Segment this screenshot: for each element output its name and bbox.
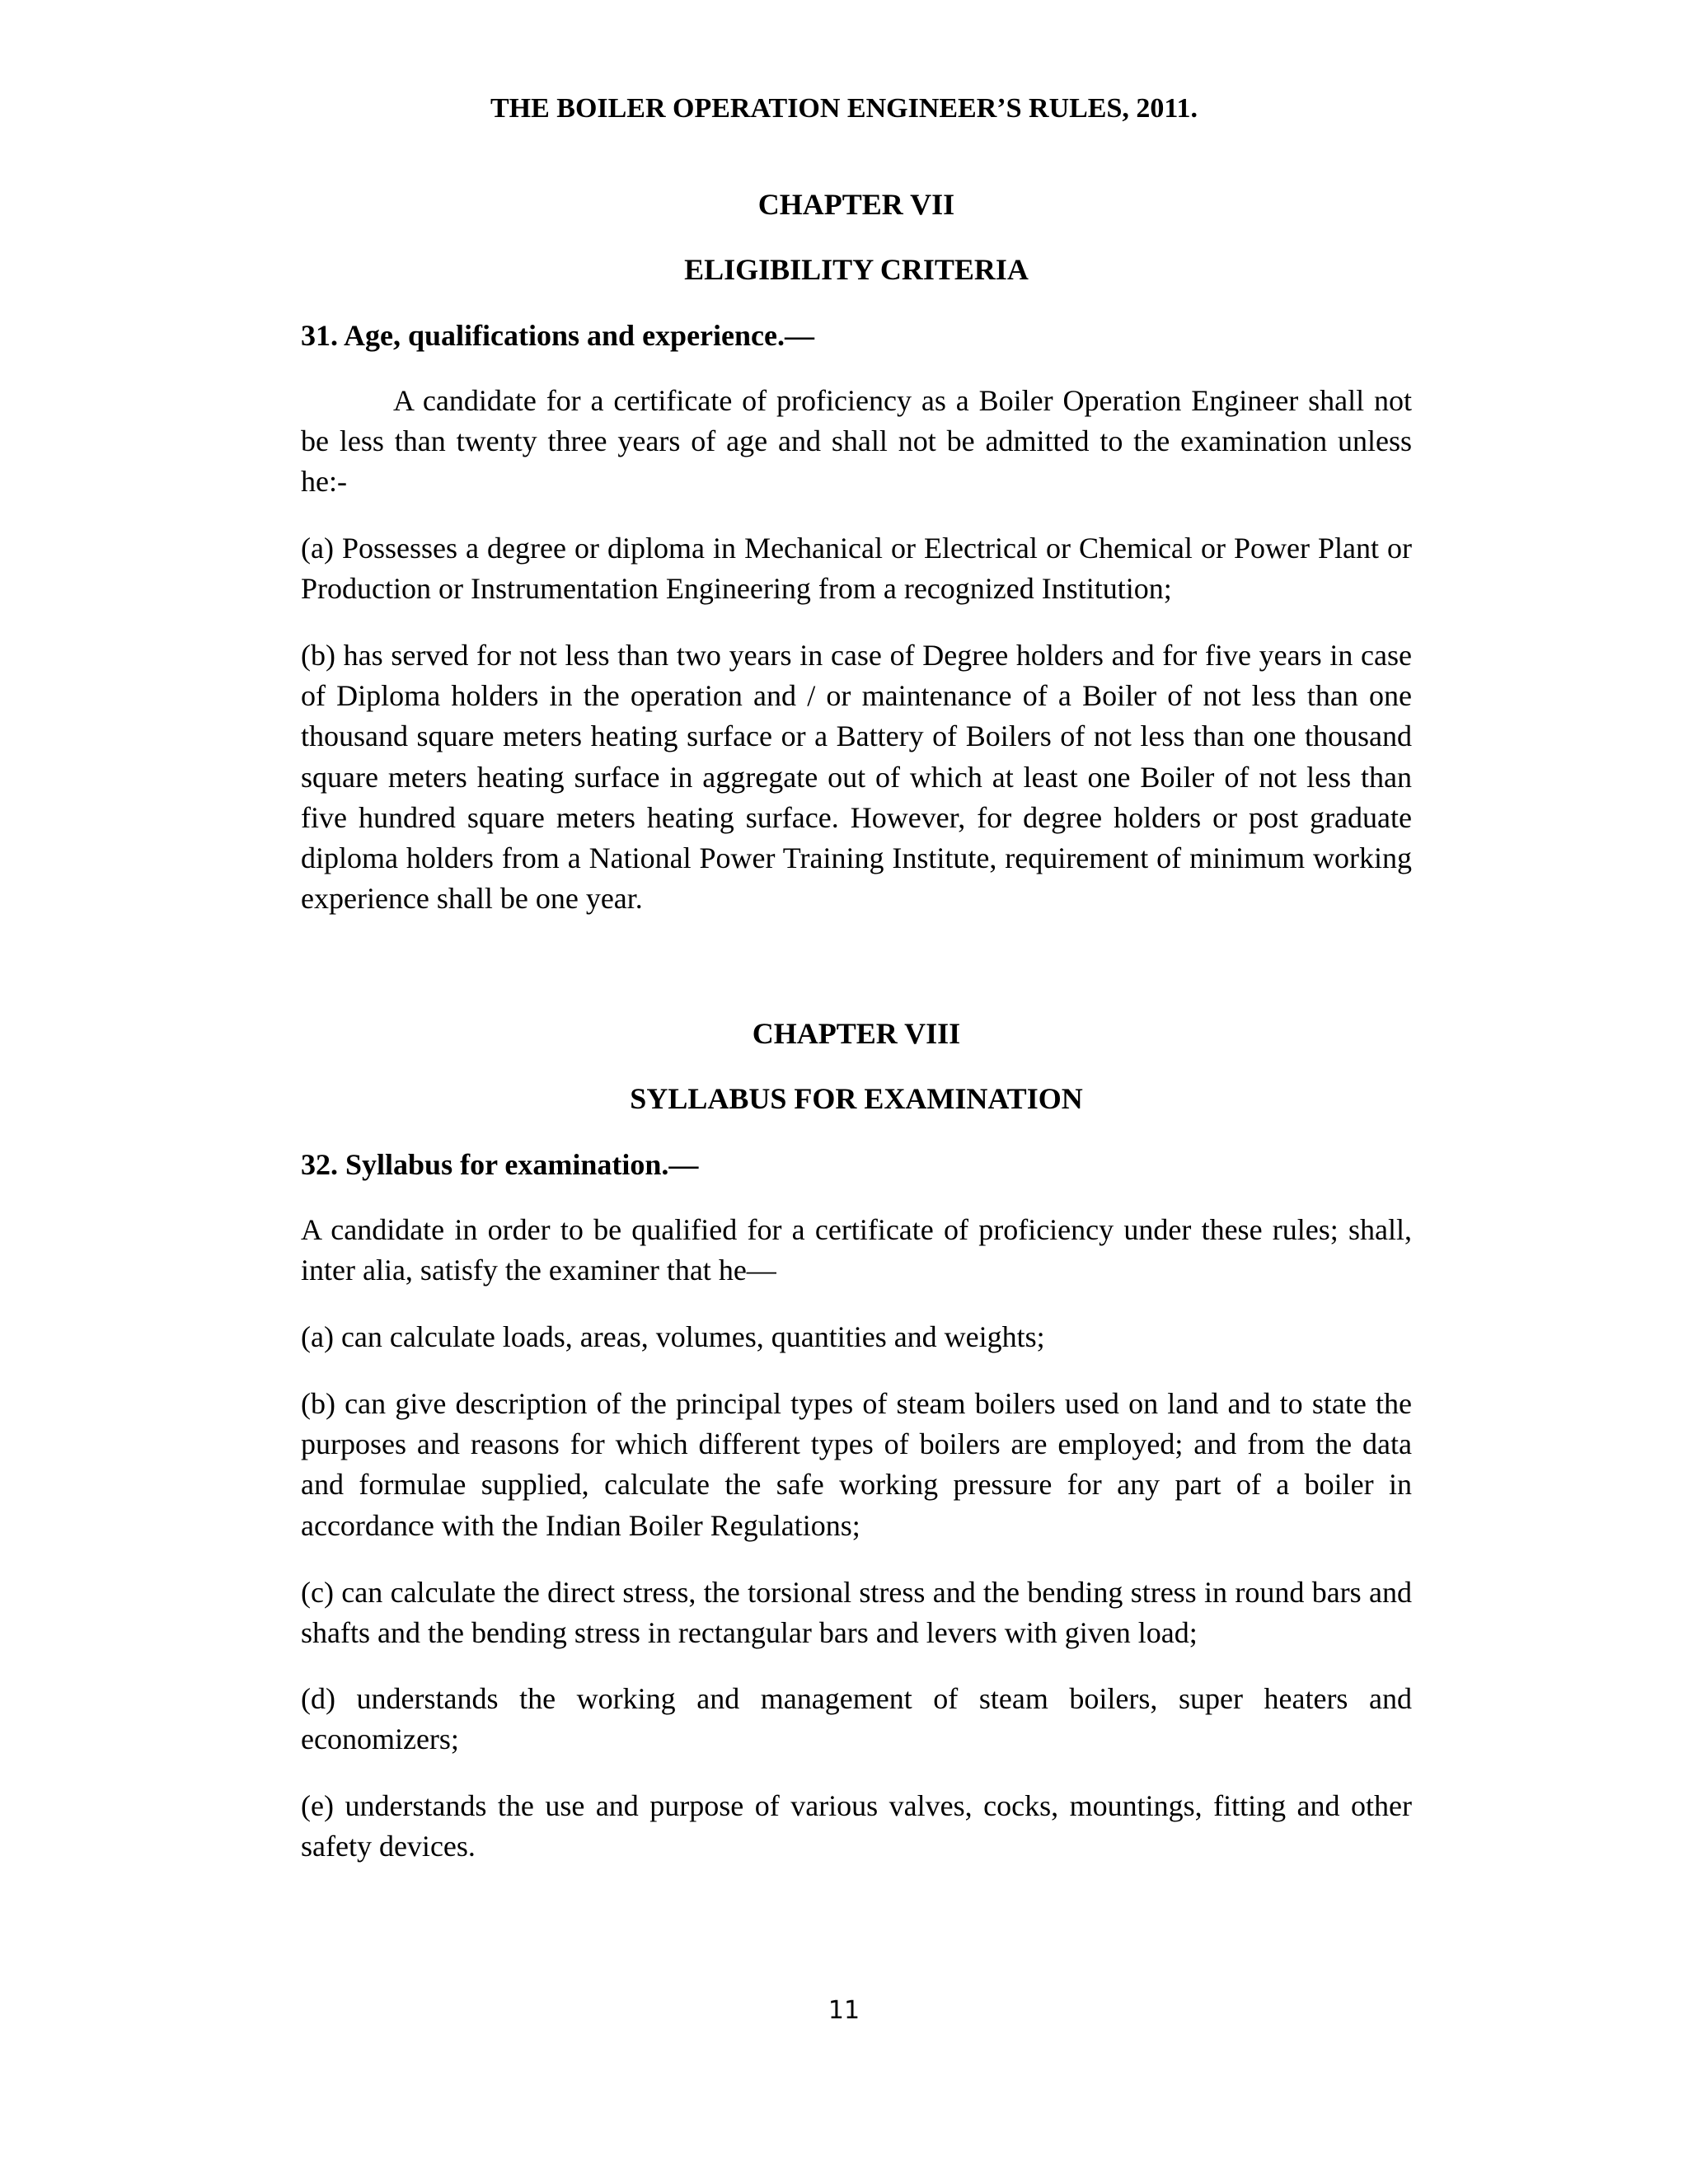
section-32-item-a: (a) can calculate loads, areas, volumes, quantities and weights; [301,1320,1045,1353]
running-header: THE BOILER OPERATION ENGINEER’S RULES, 2011. [490,93,1198,124]
section-32-item-d: (d) understands the working and management of steam boilers, super heaters and economizers; [301,1682,1412,1756]
chapter-vii-label: CHAPTER VII [757,188,955,221]
section-32-title: 32. Syllabus for examination.— [301,1148,699,1181]
chapter-viii-title: SYLLABUS FOR EXAMINATION [630,1082,1083,1115]
section-31-item-a: (a) Possesses a degree or diploma in Mechanical or Electrical or Chemical or Power Plant or Production or Instrumentation Engineering from a recognized Institution; [301,532,1412,606]
section-32-item-b: (b) can give description of the principal types of steam boilers used on land and to state the purposes and reasons for which different types of boilers are employed; and from the data and formulae supplied, calculate the safe working pressure for any part of a boiler in accordance with the Indian Boiler Regulations; [301,1387,1412,1542]
chapter-vii-title: ELIGIBILITY CRITERIA [684,253,1029,286]
section-32-intro: A candidate in order to be qualified for a certificate of proficiency under these rules; shall, inter alia, satisfy the examiner that he— [301,1213,1412,1287]
chapter-viii-label: CHAPTER VIII [752,1017,961,1050]
page-number: 11 [828,1996,860,2025]
section-31-intro: A candidate for a certificate of proficiency as a Boiler Operation Engineer shall not be less than twenty three years of age and shall not be admitted to the examination unless he:- [301,384,1412,499]
section-31-title: 31. Age, qualifications and experience.— [301,319,814,352]
section-32-item-c: (c) can calculate the direct stress, the torsional stress and the bending stress in round bars and shafts and the bending stress in rectangular bars and levers with given load; [301,1576,1412,1650]
section-32-item-e: (e) understands the use and purpose of various valves, cocks, mountings, fitting and other safety devices. [301,1789,1412,1863]
section-31-item-b: (b) has served for not less than two years in case of Degree holders and for five years in case of Diploma holders in the operation and / or maintenance of a Boiler of not less than one thousand square meters heating surface or a Battery of Boilers of not less than one thousand square meters heating surface in aggregate out of which at least one Boiler of not less than five hundred square meters heating surface. However, for degree holders or post graduate diploma holders from a National Power Training Institute, requirement of minimum working experience shall be one year. [301,639,1412,916]
